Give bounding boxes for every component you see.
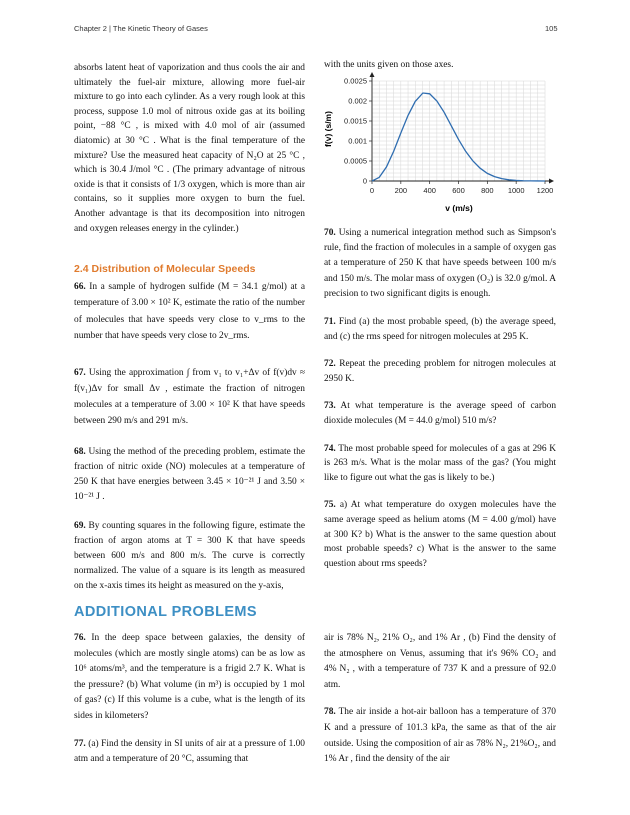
y-axis-label: f(v) (s/m) [323, 111, 333, 147]
problem-68 [74, 445, 305, 505]
problem-66-number: 66. [74, 281, 86, 292]
problem-77-number: 77. [74, 738, 86, 749]
problem-74-text: The most probable speed for molecules of a gas at 296 K is 263 m/s. What is the molar mass of the gas? (You might like to figure out what the gas is likely to be.) [324, 443, 556, 483]
page-number: 105 [545, 24, 558, 33]
x-tick-label: 600 [452, 186, 465, 195]
problem-72 [324, 357, 556, 386]
y-tick-label: 0.0025 [344, 76, 367, 86]
problem-74-number: 74. [324, 443, 336, 454]
additional-right-column [324, 631, 556, 768]
chart-axes [370, 72, 555, 184]
problem-66-text: In a sample of hydrogen sulfide (M = 34.1 g/mol) at a temperature of 3.00 × 10² K, estimate the ratio of the number of molecules that have speeds very close to v_rms to the number that have speeds very close to 2v_rms. [74, 281, 305, 342]
problem-72-text: Repeat the preceding problem for nitrogen molecules at 2950 K. [324, 359, 557, 384]
problem-70 [324, 226, 556, 302]
x-tick-label: 1000 [507, 186, 525, 195]
problem-71 [324, 315, 556, 344]
problem-70-number: 70. [324, 228, 336, 238]
problem-66 [74, 279, 305, 345]
problem-78 [324, 705, 556, 767]
x-tick-label: 200 [394, 186, 408, 195]
x-axis-label: v (m/s) [445, 203, 473, 213]
y-tick-label: 0.002 [348, 96, 367, 106]
problem-69-text: By counting squares in the following figure, estimate the fraction of argon atoms at T = 300 K that have speeds between 600 m/s and 800 m/s. The curve is correctly normalized. The value of a square is its length as measured on the x-axis times its height as measured on the y-axis, [74, 520, 305, 591]
x-tick-label: 800 [481, 186, 494, 195]
problem-70-text: Using a numerical integration method such as Simpson's rule, find the fraction of molecules in a sample of oxygen gas at a temperature of 250 K that have speeds between 100 m/s and 150 m/s. The molar mass of oxygen (O₂) is 32.0 g/mol. A precision to two significant digits is enough. [324, 228, 556, 299]
problem-65-continuation: absorbs latent heat of vaporization and thus cools the air and ultimately the fuel-air mixture, allowing more fuel-air mixture to go into each cylinder. As a very rough look at this process, suppose 1.0 mol of nitrous oxide gas at its boiling point, −88 °C , is mixed with 4.0 mol of air (assumed diatomic) at 30 °C . What is the final temperature of the mixture? Use the measured heat capacity of N₂O at 25 °C , which is 30.4 J/mol °C . (The primary advantage of nitrous oxide is that it consists of 1/3 oxygen, which is more than air contains, so it supplies more oxygen to burn the fuel. Another advantage is that its decomposition into nitrogen and oxygen releases energy in the cylinder.) [74, 63, 305, 234]
problem-71-number: 71. [324, 317, 336, 328]
problem-73-number: 73. [324, 401, 336, 412]
problem-75-number: 75. [324, 500, 336, 511]
chart-grid [372, 81, 545, 181]
problem-77-continuation: air is 78% N₂, 21% O₂, and 1% Ar , (b) Find the density of the atmosphere on Venus, assuming that it's 96% CO₂ and 4% N₂ , with a temperature of 737 K and a pressure of 92.0 atm. [324, 633, 556, 690]
problem-77 [74, 737, 305, 768]
x-tick-label: 0 [369, 186, 375, 195]
y-tick-label: 0.001 [348, 136, 367, 146]
problem-67 [74, 365, 305, 429]
additional-problems-title: ADDITIONAL PROBLEMS [74, 604, 257, 620]
problem-67-number: 67. [74, 367, 86, 378]
y-tick-label: 0.0015 [344, 116, 367, 126]
problem-76 [74, 631, 305, 725]
problem-75-text: a) At what temperature do oxygen molecules have the same average speed as helium atoms (M = 4.00 g/mol) have at 300 K? b) What is the answer to the same question about most probable speeds? c) What is the answer to the same question about rms speeds? [324, 500, 557, 569]
right-column [324, 226, 556, 571]
problem-78-text: The air inside a hot-air balloon has a temperature of 370 K and a pressure of 101.3 kPa, the same as that of the air outside. Using the composition of air as 78% N₂, 21%O₂, and 1% Ar , find the density of the air [324, 707, 556, 765]
problem-78-number: 78. [324, 707, 336, 718]
problem-76-number: 76. [74, 633, 86, 643]
problem-67-text: Using the approximation ∫ from v₁ to v₁+Δv of f(v)dv ≈ f(v₁)Δv for small Δv , estimate the fraction of nitrogen molecules at a temperature of 3.00 × 10² K that have speeds between 290 m/s and 291 m/s. [74, 367, 305, 426]
problem-77-text: (a) Find the density in SI units of air at a pressure of 1.00 atm and a temperature of 20 °C, assuming that [74, 738, 305, 765]
problem-73 [324, 399, 556, 428]
problem-69-continuation: with the units given on those axes. [324, 60, 454, 70]
problem-74 [324, 442, 556, 486]
x-tick-label: 400 [423, 186, 436, 195]
problem-68-text: Using the method of the preceding problem, estimate the fraction of nitric oxide (NO) molecules at a temperature of 250 K that have energies between 3.45 × 10⁻²¹ J and 3.50 × 10⁻²¹ J . [74, 446, 305, 502]
section-title: 2.4 Distribution of Molecular Speeds [74, 263, 256, 276]
problem-68-number: 68. [74, 446, 86, 457]
x-tick-label: 1200 [536, 186, 554, 195]
y-axis-arrow [370, 72, 375, 77]
problem-69-number: 69. [74, 520, 86, 531]
y-tick-label: 0 [362, 176, 367, 186]
x-axis-arrow [549, 179, 554, 184]
left-column [74, 61, 305, 594]
running-header: Chapter 2 | The Kinetic Theory of Gases [74, 24, 208, 33]
problem-71-text: Find (a) the most probable speed, (b) the average speed, and (c) the rms speed for nitrogen molecules at 295 K. [324, 317, 557, 342]
y-tick-label: 0.0005 [344, 156, 367, 166]
problem-72-number: 72. [324, 359, 336, 370]
problem-75 [324, 498, 556, 571]
problem-73-text: At what temperature is the average speed of carbon dioxide molecules (M = 44.0 g/mol) 510 m/s? [324, 401, 557, 426]
problem-69 [74, 519, 305, 594]
problem-76-text: In the deep space between galaxies, the density of molecules (which are mostly single atoms) can be as low as 10⁶ atoms/m³, and the temperature is a frigid 2.7 K. What is the pressure? (b) What volume (in m³) is occupied by 1 mol of gas? (c) If this volume is a cube, what is the length of its sides in kilometers? [74, 633, 305, 721]
speed-distribution-chart [322, 67, 557, 217]
additional-left-column [74, 631, 305, 768]
